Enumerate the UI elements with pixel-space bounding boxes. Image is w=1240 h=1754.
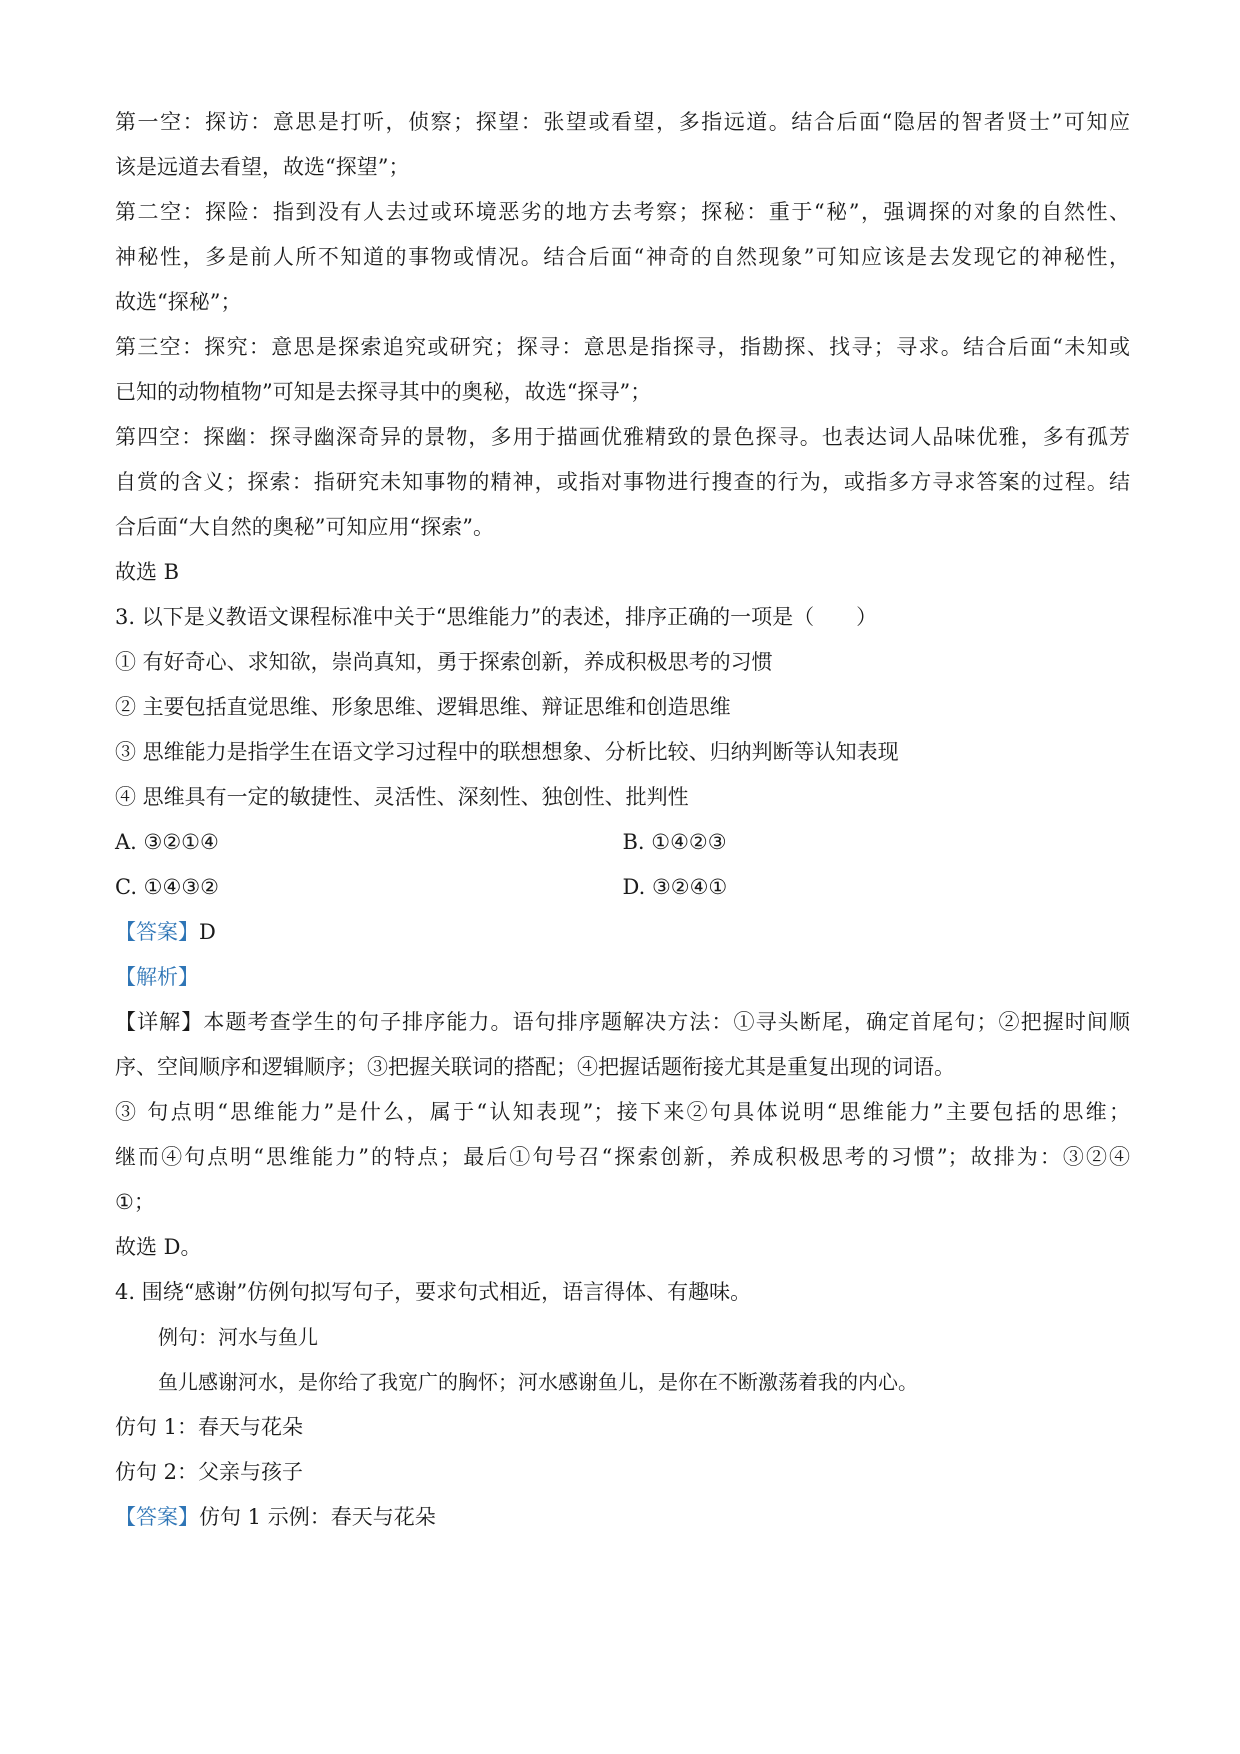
- q4-example-title: 例句：河水与鱼儿: [158, 1325, 318, 1349]
- q3-option-c: C. ①④③②: [115, 875, 219, 899]
- q4-example-text: 鱼儿感谢河水，是你给了我宽广的胸怀；河水感谢鱼儿，是你在不断激荡着我的内心。: [158, 1370, 918, 1394]
- answer-text: 仿句 1 示例：春天与花朵: [199, 1505, 436, 1529]
- q3-answer: [115, 910, 1130, 955]
- analysis-line: 已知的动物植物”可知是去探寻其中的奥秘，故选“探寻”；: [115, 380, 652, 404]
- q3-options-row: [115, 820, 1130, 865]
- analysis-line: 自赏的含义；探索：指研究未知事物的精神，或指对事物进行搜查的行为，或指多方寻求答案的过程。结: [115, 470, 1130, 494]
- q4-imitation-1: 仿句 1：春天与花朵: [115, 1415, 304, 1439]
- q3-detail-line: ③ 句点明“思维能力”是什么，属于“认知表现”；接下来②句具体说明“思维能力”主要包括的思维；: [115, 1100, 1130, 1124]
- answer-value: D: [199, 920, 216, 944]
- q3-statement: ④ 思维具有一定的敏捷性、灵活性、深刻性、独创性、批判性: [115, 785, 689, 809]
- q3-detail-line: 继而④句点明“思维能力”的特点；最后①句号召“探索创新，养成积极思考的习惯”；故排为：③②④: [115, 1145, 1130, 1169]
- detail-text: 本题考查学生的句子排序能力。语句排序题解决方法：①寻头断尾，确定首尾句；②把握时间顺: [203, 1010, 1130, 1034]
- analysis-line: 合后面“大自然的奥秘”可知应用“探索”。: [115, 515, 494, 539]
- analysis-line: 故选“探秘”；: [115, 290, 242, 314]
- analysis-line: 第一空：探访：意思是打听，侦察；探望：张望或看望，多指远道。结合后面“隐居的智者贤士”可知应: [115, 110, 1130, 134]
- q3-stem: 3. 以下是义教语文课程标准中关于“思维能力”的表述，排序正确的一项是（ ）: [115, 605, 878, 629]
- q3-option-d: D. ③②④①: [622, 875, 728, 899]
- detail-tag: 【详解】: [115, 1010, 204, 1034]
- q3-option-b: B. ①④②③: [622, 830, 727, 854]
- q3-analysis: [115, 955, 1130, 1000]
- q3-conclusion: 故选 D。: [115, 1235, 202, 1259]
- q4-stem: 4. 围绕“感谢”仿例句拟写句子，要求句式相近，语言得体、有趣味。: [115, 1280, 752, 1304]
- answer-tag: 【答案】: [115, 920, 199, 944]
- q3-detail-line: 序、空间顺序和逻辑顺序；③把握关联词的搭配；④把握话题衔接尤其是重复出现的词语。: [115, 1055, 955, 1079]
- analysis-line: 该是远道去看望，故选“探望”；: [115, 155, 410, 179]
- q4-imitation-2: 仿句 2：父亲与孩子: [115, 1460, 304, 1484]
- analysis-line: 第三空：探究：意思是探索追究或研究；探寻：意思是指探寻，指勘探、找寻；寻求。结合后面“未知或: [115, 335, 1130, 359]
- analysis-line: 第二空：探险：指到没有人去过或环境恶劣的地方去考察；探秘：重于“秘”，强调探的对象的自然性、: [115, 200, 1130, 224]
- answer-tag: 【答案】: [115, 1505, 199, 1529]
- q3-detail-line: [115, 1000, 1130, 1045]
- q3-statement: ③ 思维能力是指学生在语文学习过程中的联想想象、分析比较、归纳判断等认知表现: [115, 740, 899, 764]
- q4-answer: [115, 1495, 1130, 1540]
- q3-detail-line: ①；: [115, 1190, 155, 1214]
- q3-options-row: [115, 865, 1130, 910]
- analysis-line: 神秘性，多是前人所不知道的事物或情况。结合后面“神奇的自然现象”可知应该是去发现它的神秘性，: [115, 245, 1130, 269]
- q3-option-a: A. ③②①④: [115, 830, 219, 854]
- document-page: [115, 100, 1130, 1540]
- q3-statement: ② 主要包括直觉思维、形象思维、逻辑思维、辩证思维和创造思维: [115, 695, 731, 719]
- analysis-tag: 【解析】: [115, 965, 199, 989]
- q3-statement: ① 有好奇心、求知欲，崇尚真知，勇于探索创新，养成积极思考的习惯: [115, 650, 773, 674]
- analysis-line: 第四空：探幽：探寻幽深奇异的景物，多用于描画优雅精致的景色探寻。也表达词人品味优雅，多有孤芳: [115, 425, 1130, 449]
- q2-conclusion: 故选 B: [115, 560, 180, 584]
